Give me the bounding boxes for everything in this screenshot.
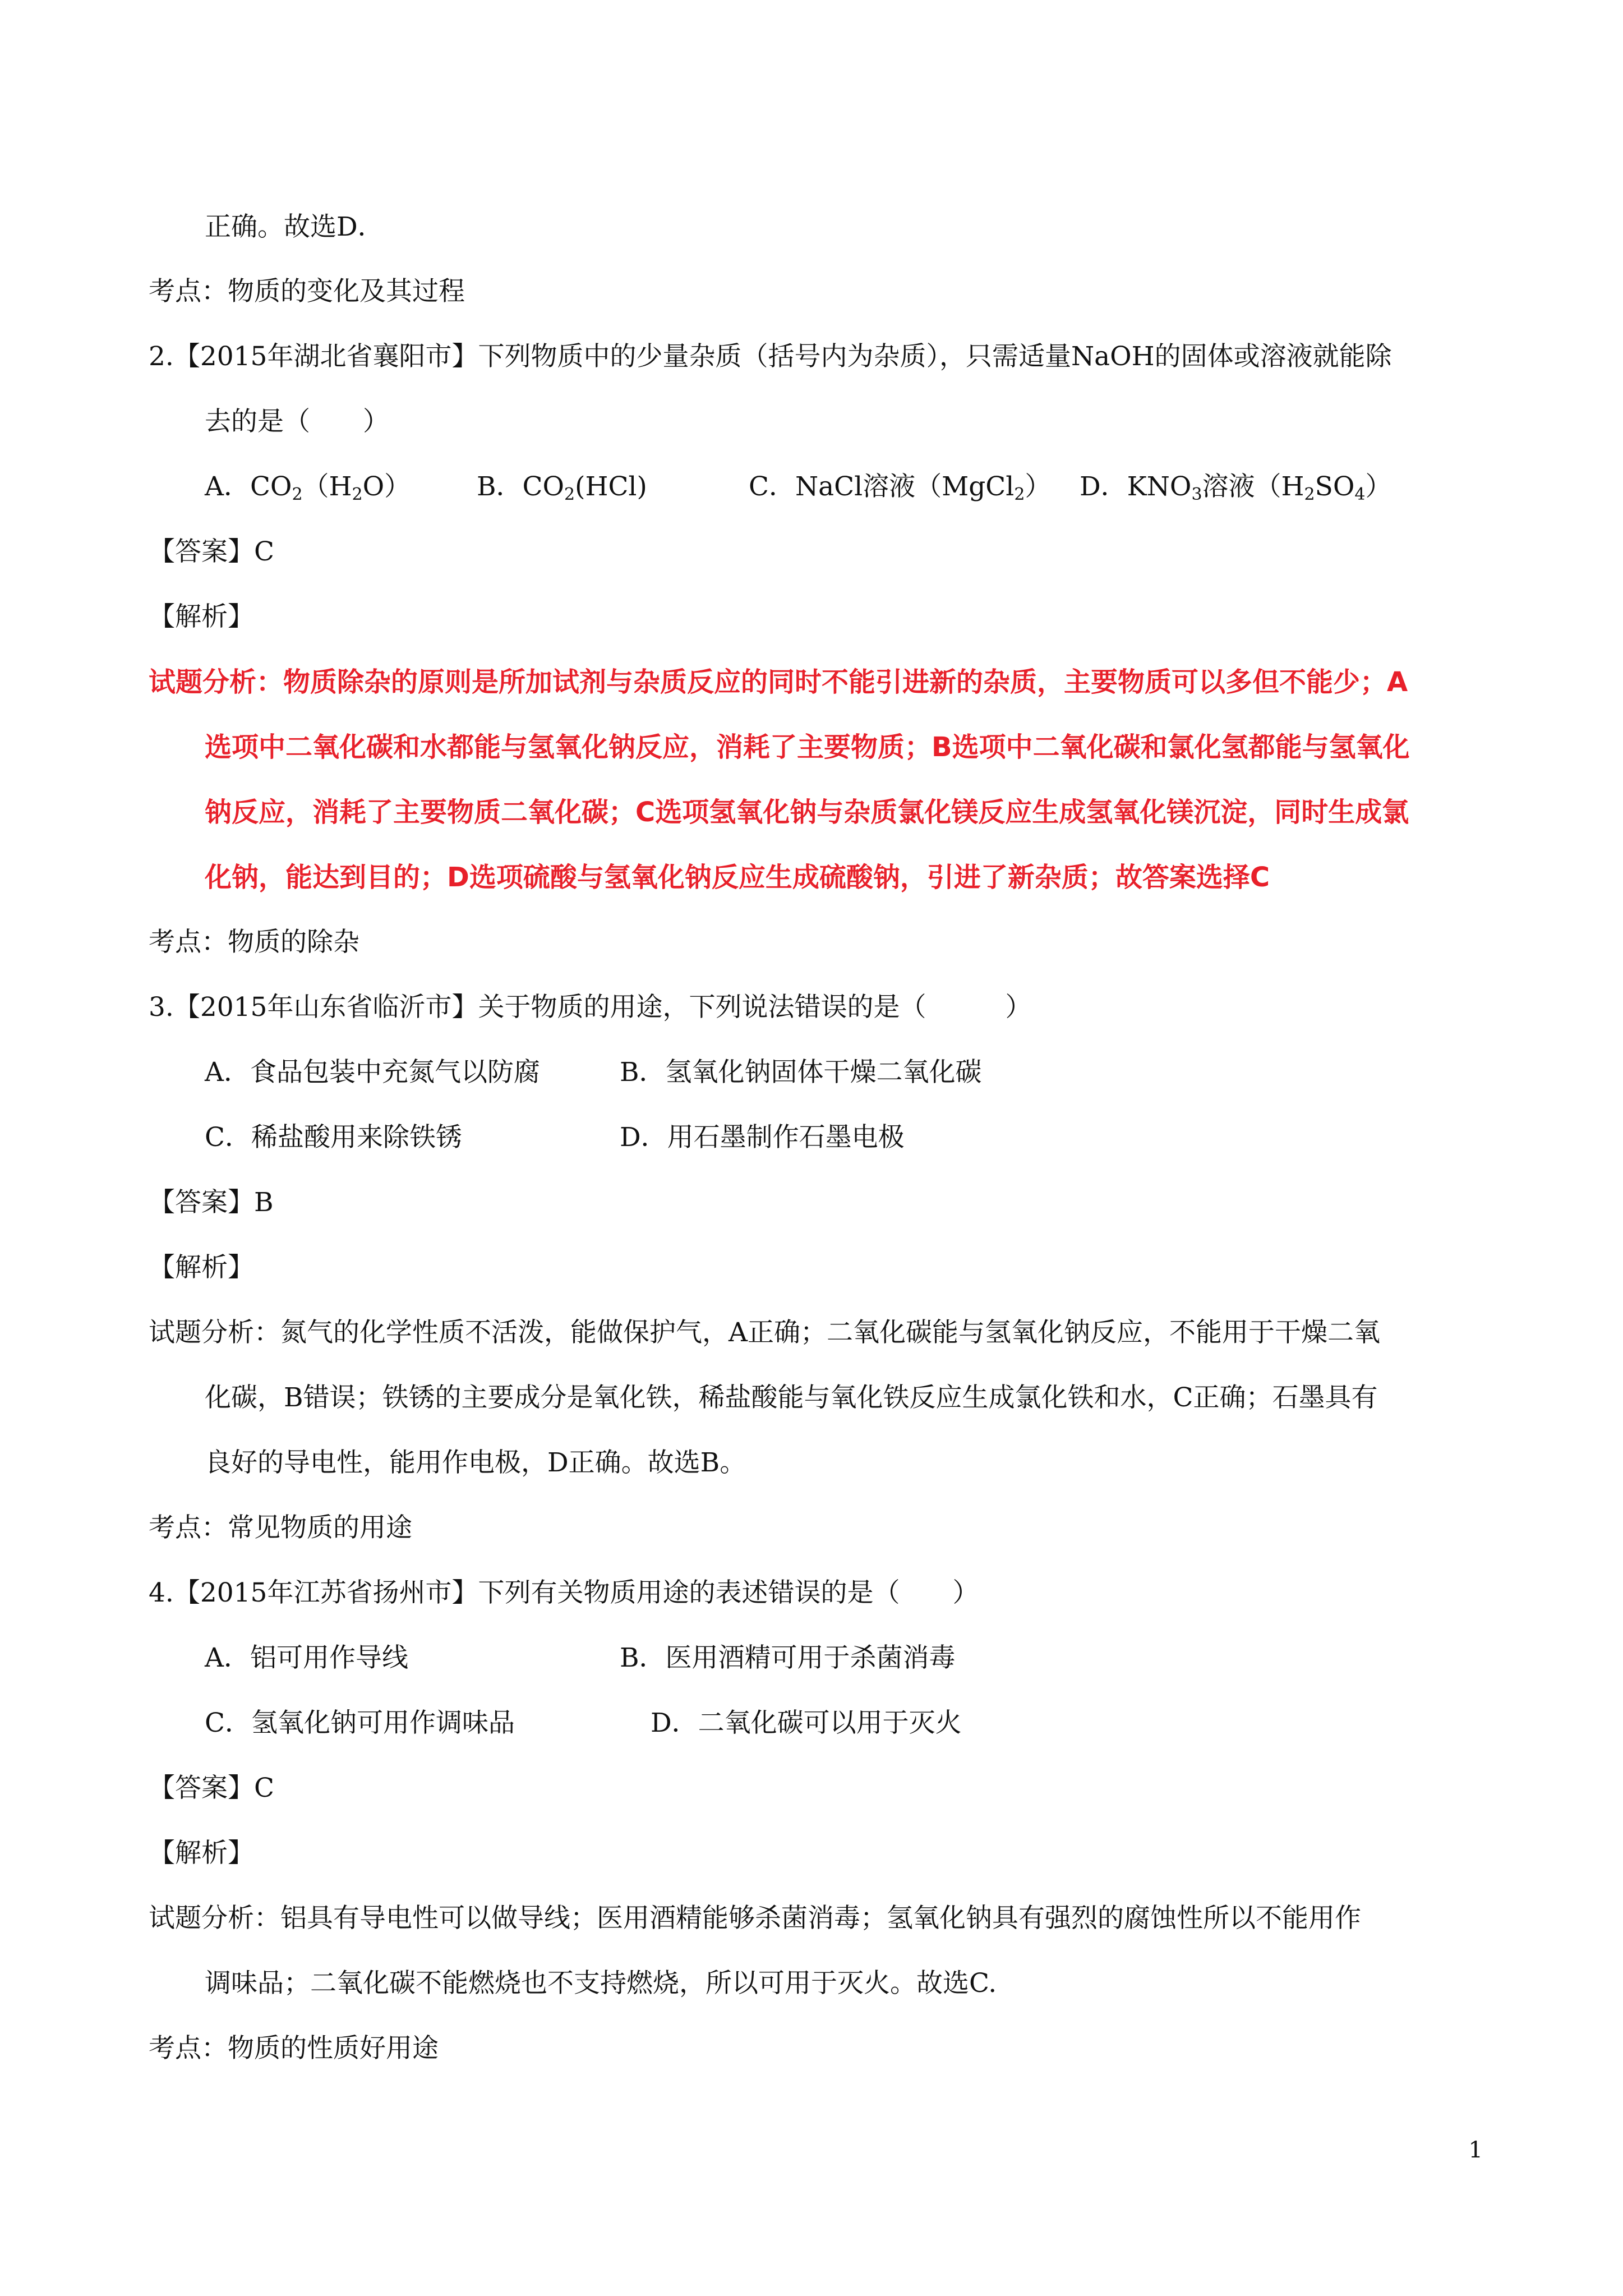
kaodian: 考点：物质的除杂 bbox=[149, 927, 359, 958]
analysis-line: 试题分析：氮气的化学性质不活泼，能做保护气，A正确；二氧化碳能与氢氧化钠反应，不能用于干燥二氧 bbox=[149, 1317, 1380, 1348]
option-a: A．$CO_2(H_2O)$ bbox=[205, 471, 411, 504]
option-b: B．$CO_2(HCl)$ bbox=[477, 471, 647, 504]
option-c: C．NaCl溶液（MgCl$_2$） bbox=[749, 471, 1052, 504]
analysis-line: 调味品；二氧化碳不能燃烧也不支持燃烧，所以可用于灭火。故选C. bbox=[205, 1968, 997, 1999]
page-number: 1 bbox=[1468, 2137, 1483, 2163]
jiexi-heading: 【解析】 bbox=[149, 601, 254, 632]
analysis-line: 试题分析：铝具有导电性可以做导线；医用酒精能够杀菌消毒；氢氧化钠具有强烈的腐蚀性所以不能用作 bbox=[149, 1903, 1361, 1934]
question-stem: 2.【2015年湖北省襄阳市】下列物质中的少量杂质（括号内为杂质），只需适量NaOH的固体或溶液就能除 bbox=[149, 341, 1392, 372]
option-a: A．铝可用作导线 bbox=[205, 1642, 408, 1673]
question-stem-cont: 去的是（ ） bbox=[205, 406, 389, 437]
analysis-line: 试题分析：物质除杂的原则是所加试剂与杂质反应的同时不能引进新的杂质，主要物质可以多但不能少；A bbox=[149, 666, 1408, 698]
analysis-tail: 正确。故选D． bbox=[205, 211, 384, 242]
question-stem: 3.【2015年山东省临沂市】关于物质的用途，下列说法错误的是（ ） bbox=[149, 992, 1032, 1023]
analysis-line: 化碳，B错误；铁锈的主要成分是氧化铁，稀盐酸能与氧化铁反应生成氯化铁和水，C正确；石墨具有 bbox=[205, 1382, 1378, 1413]
option-b: B．氢氧化钠固体干燥二氧化碳 bbox=[620, 1057, 982, 1088]
option-d: D．$KNO_3$溶液$(H_2SO_4)$ bbox=[1080, 471, 1392, 504]
option-c: C．稀盐酸用来除铁锈 bbox=[205, 1122, 462, 1153]
kaodian: 考点：物质的变化及其过程 bbox=[149, 276, 465, 307]
answer: 【答案】B bbox=[149, 1187, 274, 1218]
analysis-line: 钠反应，消耗了主要物质二氧化碳；C选项氢氧化钠与杂质氯化镁反应生成氢氧化镁沉淀，同时生成氯 bbox=[205, 797, 1409, 828]
analysis-line: 良好的导电性，能用作电极，D正确。故选B。 bbox=[205, 1447, 746, 1478]
option-d: D．二氧化碳可以用于灭火 bbox=[651, 1708, 962, 1738]
option-c: C．氢氧化钠可用作调味品 bbox=[205, 1708, 515, 1738]
option-a: A．食品包装中充氮气以防腐 bbox=[205, 1057, 540, 1088]
option-d: D．用石墨制作石墨电极 bbox=[620, 1122, 905, 1153]
analysis-line: 选项中二氧化碳和水都能与氢氧化钠反应，消耗了主要物质；B选项中二氧化碳和氯化氢都能与氢氧化 bbox=[205, 731, 1410, 763]
kaodian: 考点：物质的性质好用途 bbox=[149, 2033, 439, 2064]
jiexi-heading: 【解析】 bbox=[149, 1838, 254, 1869]
answer: 【答案】C bbox=[149, 1773, 274, 1803]
question-stem: 4.【2015年江苏省扬州市】下列有关物质用途的表述错误的是（ ） bbox=[149, 1577, 979, 1608]
kaodian: 考点：常见物质的用途 bbox=[149, 1512, 412, 1543]
answer: 【答案】C bbox=[149, 536, 274, 567]
analysis-line: 化钠，能达到目的；D选项硫酸与氢氧化钠反应生成硫酸钠，引进了新杂质；故答案选择C bbox=[205, 862, 1270, 893]
option-b: B．医用酒精可用于杀菌消毒 bbox=[620, 1642, 956, 1673]
jiexi-heading: 【解析】 bbox=[149, 1252, 254, 1283]
